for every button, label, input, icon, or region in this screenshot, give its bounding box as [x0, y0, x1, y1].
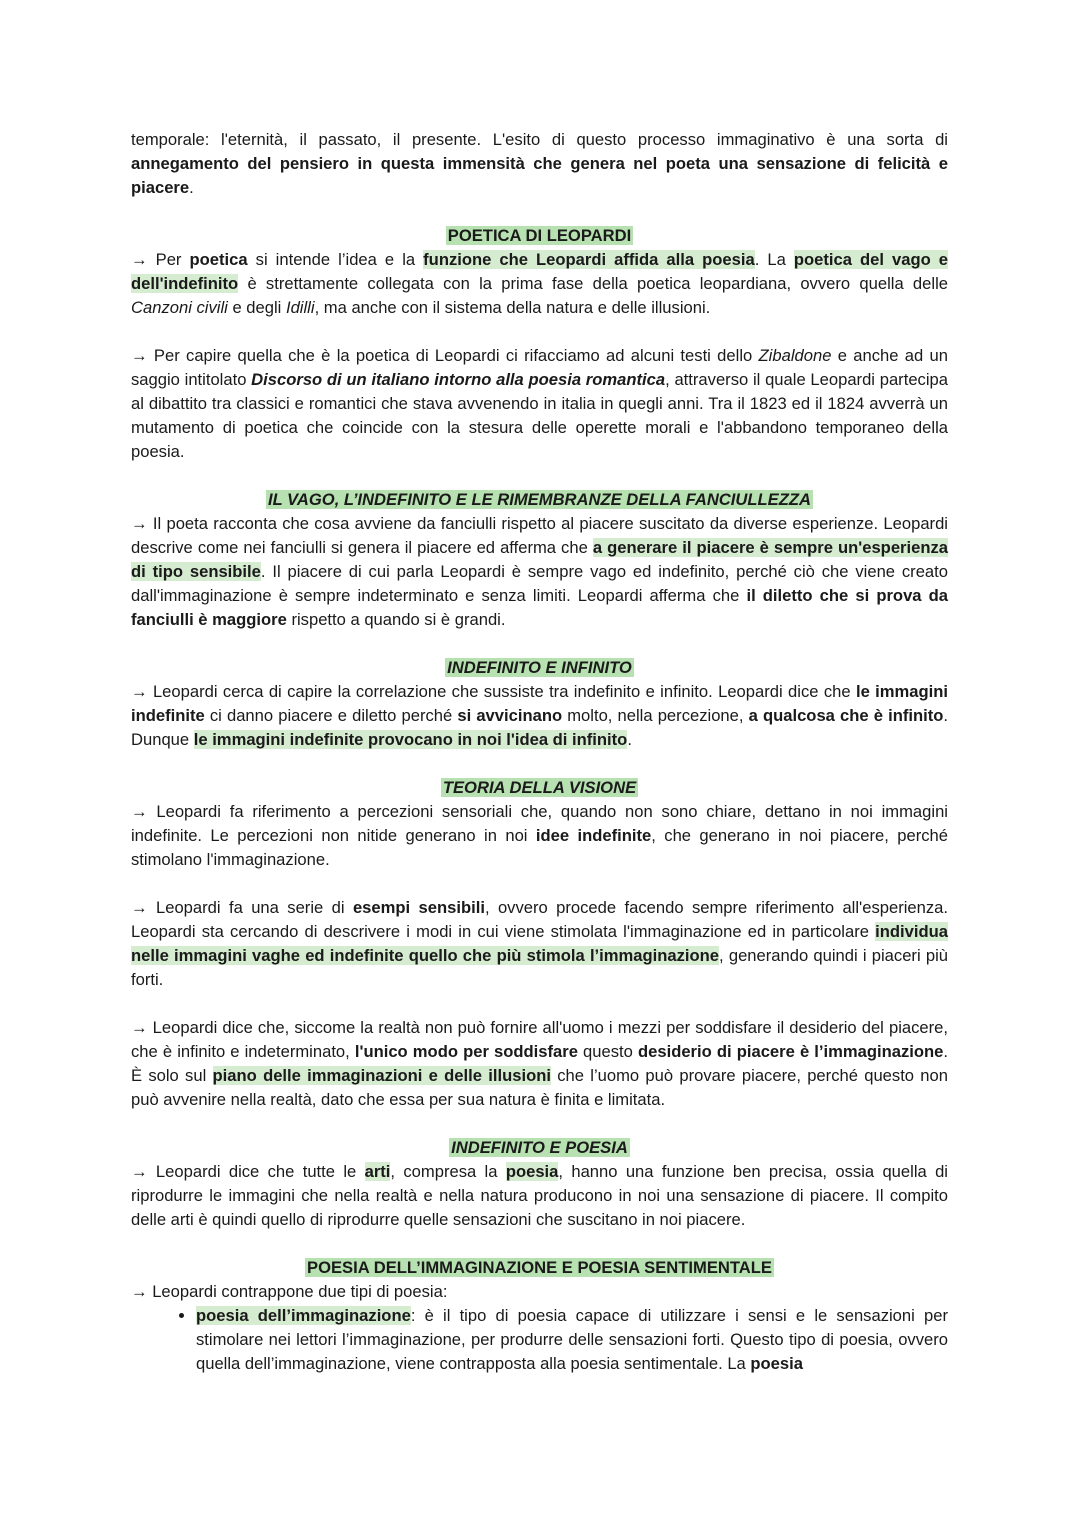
- paragraph-poesia: → Leopardi dice che tutte le arti, compresa la poesia, hanno una funzione ben precisa, ossia quella di riprodurre le immagini che nella realtà e nella natura producono in noi una sensazione di piacere. Il compito delle arti è quindi quello di riprodurre quelle sensazioni che suscitano in noi piacere.: [131, 1162, 948, 1229]
- paragraph-indefinito: → Leopardi cerca di capire la correlazione che sussiste tra indefinito e infinito. Leopardi dice che le immagini indefinite ci danno piacere e diletto perché si avvicinano molto, nella percezione, a qualcosa che è infinito. Dunque le immagini indefinite provocano in noi l'idea di infinito.: [131, 682, 948, 749]
- paragraph-visione-1: → Leopardi fa riferimento a percezioni sensoriali che, quando non sono chiare, dettano in noi immagini indefinite. Le percezioni non nitide generano in noi idee indefinite, che generano in noi piacere, perché stimolano l'immaginazione.: [131, 802, 949, 869]
- heading-teoria-visione: TEORIA DELLA VISIONE: [442, 778, 637, 797]
- paragraph-poetica-1: → Per poetica si intende l’idea e la funzione che Leopardi affida alla poesia. La poetica del vago e dell'indefinito è strettamente collegata con la prima fase della poetica leopardiana, ovvero quella delle Canzoni civili e degli Idilli, ma anche con il sistema della natura e delle illusioni.: [131, 250, 948, 317]
- paragraph-due-tipi: → Leopardi contrappone due tipi di poesia:: [131, 1282, 448, 1301]
- paragraph-poetica-2: → Per capire quella che è la poetica di Leopardi ci rifacciamo ad alcuni testi dello Zibaldone e anche ad un saggio intitolato Discorso di un italiano intorno alla poesia romantica, attraverso il quale Leopardi partecipa al dibattito tra classici e romantici che stava avvenendo in italia in quegli anni. Tra il 1823 ed il 1824 avverrà un mutamento di poetica che coincide con la stesura delle operette morali e l'abbandono temporaneo della poesia.: [131, 346, 948, 461]
- paragraph-visione-2: → Leopardi fa una serie di esempi sensibili, ovvero procede facendo sempre riferimento all'esperienza. Leopardi sta cercando di descrivere i modi in cui viene stimolata l'immaginazione ed in particolare individua nelle immagini vaghe ed indefinite quello che più stimola l’immaginazione, generando quindi i piaceri più forti.: [131, 898, 948, 989]
- paragraph-visione-3: → Leopardi dice che, siccome la realtà non può fornire all'uomo i mezzi per soddisfare il desiderio del piacere, che è infinito e indeterminato, l'unico modo per soddisfare questo desiderio di piacere è l’immaginazione. È solo sul piano delle immaginazioni e delle illusioni che l’uomo può provare piacere, perché questo non può avvenire nella realtà, dato che essa per sua natura è finita e limitata.: [131, 1018, 949, 1109]
- heading-vago-indefinito: IL VAGO, L’INDEFINITO E LE RIMEMBRANZE DELLA FANCIULLEZZA: [268, 490, 811, 509]
- heading-indefinito-infinito: INDEFINITO E INFINITO: [447, 658, 632, 677]
- heading-poetica: POETICA DI LEOPARDI: [447, 226, 632, 245]
- list-item: • poesia dell’immaginazione: è il tipo di poesia capace di utilizzare i sensi e le sensazioni per stimolare nei lettori l’immaginazione, per produrre delle sensazioni forti. Questo tipo di poesia, ovvero quella dell’immaginazione, viene contrapposta alla poesia sentimentale. La poesia: [196, 1304, 948, 1376]
- heading-indefinito-poesia: INDEFINITO E POESIA: [451, 1138, 628, 1157]
- heading-poesia-sentimentale: POESIA DELL’IMMAGINAZIONE E POESIA SENTIMENTALE: [307, 1258, 772, 1277]
- document-page: [131, 128, 948, 1376]
- paragraph-vago: → Il poeta racconta che cosa avviene da fanciulli rispetto al piacere suscitato da diverse esperienze. Leopardi descrive come nei fanciulli si genera il piacere ed afferma che a generare il piacere è sempre un'esperienza di tipo sensibile. Il piacere di cui parla Leopardi è sempre vago ed indefinito, perché ciò che viene creato dall'immaginazione è sempre indeterminato e senza limiti. Leopardi afferma che il diletto che si prova da fanciulli è maggiore rispetto a quando si è grandi.: [131, 514, 949, 629]
- paragraph-intro: temporale: l'eternità, il passato, il presente. L'esito di questo processo immaginativo è una sorta di annegamento del pensiero in questa immensità che genera nel poeta una sensazione di felicità e piacere.: [131, 130, 948, 197]
- bullet-list: [131, 1304, 948, 1376]
